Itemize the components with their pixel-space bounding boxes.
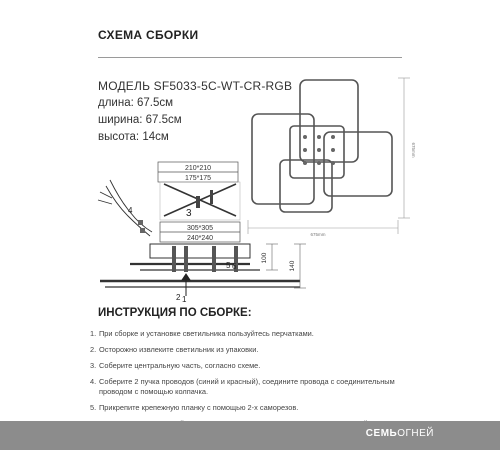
mount-point [317, 135, 321, 139]
mounting-plate [100, 244, 300, 287]
dimension-lines-top-view [248, 78, 410, 234]
list-item [90, 361, 420, 371]
step-label-5: 5 [226, 261, 231, 270]
screw [196, 196, 200, 208]
brand-logo [366, 428, 434, 439]
dimension-label: 305*305 [186, 225, 214, 232]
wire [98, 200, 112, 204]
list-item [90, 329, 420, 339]
spec-length: длина: 67.5см [98, 97, 174, 109]
mount-point [317, 161, 321, 165]
item-text: Осторожно извлеките светильник из упаковки. [99, 345, 259, 354]
brand-name-light: ОГНЕЙ [397, 428, 434, 439]
dimension-label: 210*210 [184, 165, 212, 172]
rod [184, 246, 188, 272]
spec-height: высота: 14см [98, 131, 169, 143]
wire-bundle [98, 180, 152, 236]
frame-square-1 [300, 80, 358, 162]
mount-point [303, 161, 307, 165]
brand-name-bold: СЕМЬ [365, 428, 398, 439]
step-2-arrow [182, 274, 190, 296]
item-number: 1. [90, 329, 97, 338]
spec-width: ширина: 67.5см [98, 114, 182, 126]
item-number: 2. [90, 345, 97, 354]
mount-point [303, 148, 307, 152]
step-label-2: 2 [176, 293, 181, 302]
list-item [90, 377, 420, 397]
model-name: МОДЕЛЬ SF5033-5C-WT-CR-RGB [98, 79, 293, 93]
list-item [90, 345, 420, 355]
item-text: Соберите 2 пучка проводов (синий и красный), соедините провода с соединительным проводом с помощью колпачка. [99, 377, 395, 396]
screw [210, 190, 213, 204]
step-label-1: 1 [182, 295, 187, 304]
dimension-label: 175*175 [184, 175, 212, 182]
item-text: При сборке и установке светильника пользуйтесь перчатками. [99, 329, 314, 338]
item-number: 4. [90, 377, 97, 386]
item-text: Соберите центральную часть, согласно схеме. [99, 361, 261, 370]
mount-point [331, 135, 335, 139]
wire-cap [138, 220, 143, 225]
mount-point [331, 148, 335, 152]
wire-cap [140, 228, 145, 233]
height-label-100: 100 [261, 252, 268, 264]
frame-square-2 [252, 114, 314, 204]
item-number: 3. [90, 361, 97, 370]
item-text: Прикрепите крепежную планку с помощью 2-х саморезов. [99, 403, 299, 412]
mount-point [303, 135, 307, 139]
mount-point [331, 161, 335, 165]
mount-point [317, 148, 321, 152]
instructions-title: ИНСТРУКЦИЯ ПО СБОРКЕ: [98, 307, 252, 319]
step-label-4: 4 [128, 206, 133, 215]
rod [172, 246, 176, 272]
frame-square-5 [290, 126, 344, 178]
list-item [90, 403, 420, 413]
dimension-label: 240*240 [186, 235, 214, 242]
arrow-head [182, 274, 190, 280]
height-dimension-label: 675mm [411, 142, 416, 158]
item-number: 5. [90, 403, 97, 412]
step-label-3: 3 [186, 208, 192, 219]
instructions-list [90, 329, 420, 435]
width-dimension-label: 675mm [310, 232, 326, 237]
rod [212, 246, 216, 272]
footer-bar [0, 421, 500, 450]
page-title: СХЕМА СБОРКИ [98, 28, 199, 42]
fixture-top-view [252, 80, 392, 212]
height-label-140: 140 [289, 260, 296, 272]
step-label-6: 6 [232, 262, 237, 271]
